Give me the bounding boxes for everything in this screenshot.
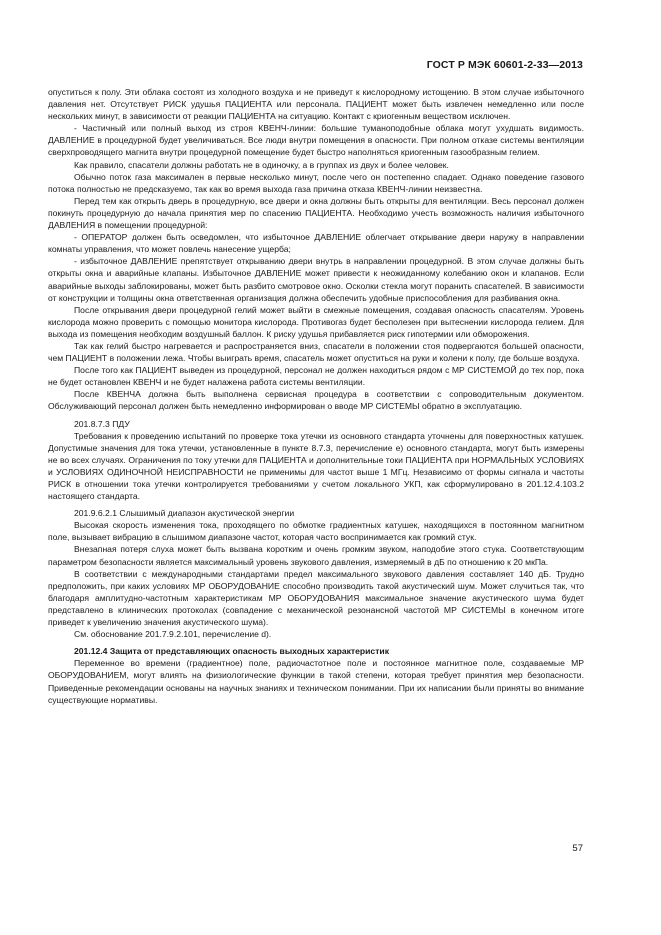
list-item: - избыточное ДАВЛЕНИЕ препятствует открыванию двери внутрь в направлении процедурной. В этом случае должны быть открыты окна и аварийные клапаны. Избыточное ДАВЛЕНИЕ может привести к неожиданному колебанию окон и клапанов. Если аварийные выходы заблокированы, может быть разбито смотровое окно. Осколки стекла могут поранить спасателей. В зависимости от конструкции и толщины окна ответственная организация должна обеспечить удобные приспособления для разбивания окна. bbox=[48, 256, 584, 303]
standard-header: ГОСТ Р МЭК 60601-2-33—2013 bbox=[426, 59, 583, 71]
list-item: - Частичный или полный выход из строя КВЕНЧ-линии: большие туманоподобные облака могут ухудшать видимость. ДАВЛЕНИЕ в процедурной будет увеличиваться. Все люди внутри помещения в опасности. При полном отказе системы вентиляции сверхпроводящего магнита внутри процедурной помещение будет быстро наполняться криогенным газообразным гелием. bbox=[48, 123, 584, 158]
page-number: 57 bbox=[572, 843, 583, 854]
paragraph: Переменное во времени (градиентное) поле, радиочастотное поле и постоянное магнитное поле, создаваемые МР ОБОРУДОВАНИЕМ, могут влиять на физиологические функции в такой степени, которая требует принятия мер безопасности. Приведенные рекомендации основаны на научных знаниях и техническом понимании. При их написании были приняты во внимание существующие нормативы. bbox=[48, 658, 584, 705]
paragraph: Внезапная потеря слуха может быть вызвана коротким и очень громким звуком, наподобие этого стука. Соответствующим параметром безопасности является максимальный уровень звукового давления, измеряемый в дБ по отношению к 20 мкПа. bbox=[48, 544, 584, 567]
paragraph: Как правило, спасатели должны работать не в одиночку, а в группах из двух и более человек. bbox=[74, 159, 449, 170]
section-heading: 201.8.7.3 ПДУ bbox=[74, 418, 130, 429]
section-heading: 201.9.6.2.1 Слышимый диапазон акустической энергии bbox=[74, 508, 295, 519]
paragraph: Высокая скорость изменения тока, проходящего по обмотке градиентных катушек, находящихся в постоянном магнитном поле, вызывает вибрацию в слышимом диапазоне частот, которая часто воспринимается как громкий стук. bbox=[48, 520, 584, 543]
paragraph: См. обоснование 201.7.9.2.101, перечисление d). bbox=[74, 629, 272, 640]
section-heading-bold: 201.12.4 Защита от представляющих опасность выходных характеристик bbox=[74, 646, 389, 657]
list-item: - ОПЕРАТОР должен быть осведомлен, что избыточное ДАВЛЕНИЕ облегчает открывание двери наружу в направлении комнаты управления, что может повлечь нанесение ущерба; bbox=[48, 232, 584, 255]
paragraph: Так как гелий быстро нагревается и распространяется вниз, спасатели в положении стоя подвергаются большей опасности, чем ПАЦИЕНТ в положении лежа. Чтобы выиграть время, спасатель может опуститься на руки и колени к полу, где больше воздуха. bbox=[48, 340, 584, 364]
paragraph: После открывания двери процедурной гелий может выйти в смежные помещения, создавая опасность спасателям. Уровень кислорода можно проверить с помощью монитора кислорода. Противогаз будет бесполезен при вытеснении кислорода гелием. Для выхода из помещения необходим воздушный баллон. К риску удушья прибавляется риск гипотермии или обморожения. bbox=[48, 304, 584, 339]
paragraph: После КВЕНЧА должна быть выполнена сервисная процедура в соответствии с сопроводительным документом. Обслуживающий персонал должен быть немедленно информирован о вводе МР СИСТЕМЫ обратно в эксплуатацию. bbox=[48, 389, 584, 412]
document-body bbox=[48, 86, 584, 706]
paragraph: Перед тем как открыть дверь в процедурную, все двери и окна должны быть открыты для вентиляции. Весь персонал должен покинуть процедурную до начала принятия мер по спасению ПАЦИЕНТА. Необходимо учесть возможность наличия избыточного ДАВЛЕНИЯ в помещении процедурной: bbox=[48, 195, 584, 231]
paragraph: Требования к проведению испытаний по проверке тока утечки из основного стандарта уточнены для поверхностных катушек. Допустимые значения для тока утечки, установленные в пункте 8.7.3, перечисление е) основного стандарта, могут быть измерены не во всех случаях. Ограничения по току утечки для ПАЦИЕНТА и дополнительные токи ПАЦИЕНТА при НОРМАЛЬНЫХ УСЛОВИЯХ и УСЛОВИЯХ ОДИНОЧНОЙ НЕИСПРАВНОСТИ не применимы для частот выше 1 МГц. Независимо от формы сигнала и частоты РИСК в отношении тока утечки контролируется требованиями у счетом локального УКП, как сформулировано в 201.12.4.103.2 настоящего стандарта. bbox=[48, 430, 584, 502]
paragraph: После того как ПАЦИЕНТ выведен из процедурной, персонал не должен находиться рядом с МР СИСТЕМОЙ до тех пор, пока не будет остановлен КВЕНЧ и не будет налажена работа системы вентиляции. bbox=[48, 365, 584, 388]
paragraph: опуститься к полу. Эти облака состоят из холодного воздуха и не приведут к кислородному истощению. В этом случае избыточного давления нет. Отсутствует РИСК удушья ПАЦИЕНТА или персонала. ПАЦИЕНТ может быть извлечен немедленно или после нескольких минут, в зависимости от реакции ПАЦИЕНТА на ситуацию. Контакт с криогенным веществом исключен. bbox=[48, 87, 584, 122]
paragraph: Обычно поток газа максимален в первые несколько минут, после чего он постепенно спадает. Однако поведение газового потока полностью не предсказуемо, так как во время выхода газа причина отказа КВЕНЧ-линии неизвестна. bbox=[48, 171, 584, 194]
paragraph: В соответствии с международными стандартами предел максимального звукового давления составляет 140 дБ. Трудно предположить, при каких условиях МР ОБОРУДОВАНИЕ способно производить такой акустический шум. Может случиться так, что благодаря амплитудно-частотным характеристикам МР ОБОРУДОВАНИЯ максимальное значение акустического шума будет представлено в клинических протоколах (совпадение с механической резонансной частотой МР СИСТЕМЫ в конечном итоге приведет к увеличению значения акустического шума). bbox=[48, 568, 584, 628]
